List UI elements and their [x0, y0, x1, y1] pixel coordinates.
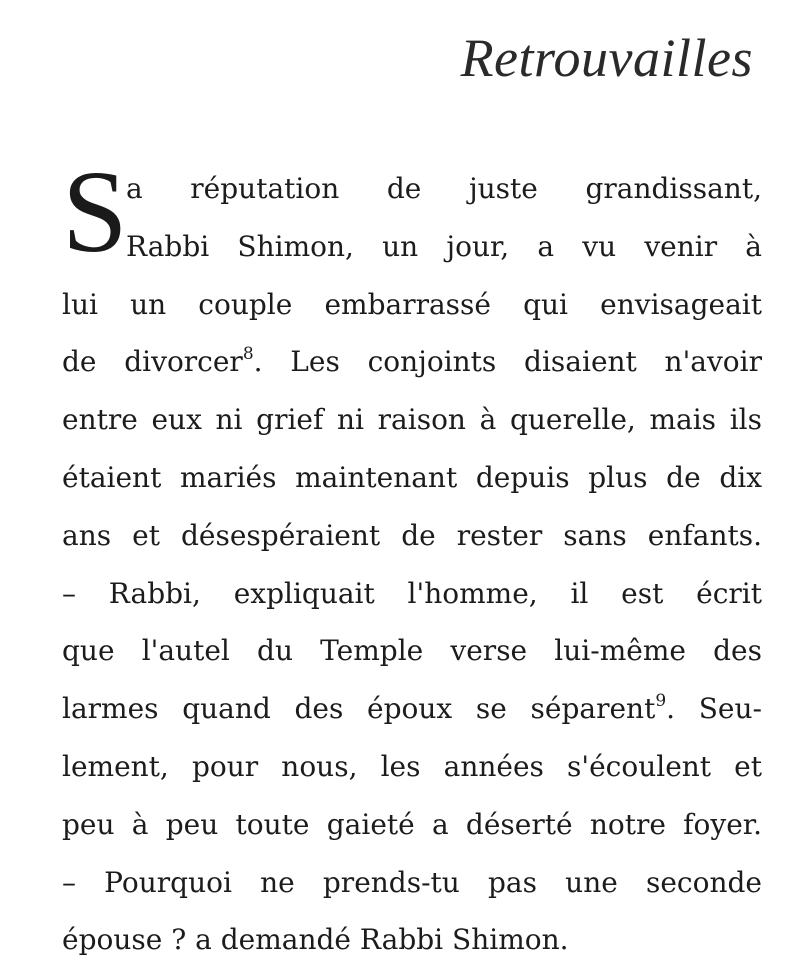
text-line-4-start: de divorcer: [62, 345, 243, 379]
text-line-8: – Rabbi, expliquait l'homme, il est écrit: [62, 576, 762, 610]
footnote-ref-8: 8: [242, 344, 254, 365]
text-line-9: que l'autel du Temple verse lui-même des: [62, 634, 762, 668]
body-text: [62, 146, 762, 969]
drop-cap: S: [62, 146, 128, 277]
text-line-1: a réputation de juste grandissant,: [126, 172, 762, 205]
text-line-5: entre eux ni grief ni raison à querelle, mais ils: [62, 403, 762, 437]
text-line-11: lement, pour nous, les années s'écoulent et: [62, 749, 762, 783]
text-line-10-start: larmes quand des époux se séparent: [62, 692, 656, 726]
text-line-14: épouse ? a demandé Rabbi Shimon.: [62, 923, 569, 957]
text-line-6: étaient mariés maintenant depuis plus de dix: [62, 460, 762, 494]
text-line-4-end: . Les conjoints disaient n'avoir: [253, 345, 762, 379]
text-line-13: – Pourquoi ne prends-tu pas une seconde: [62, 865, 762, 899]
text-line-12: peu à peu toute gaieté a déserté notre foyer.: [62, 807, 762, 841]
text-line-2: Rabbi Shimon, un jour, a vu venir à: [126, 229, 762, 263]
chapter-title: Retrouvailles: [460, 28, 753, 88]
text-line-10-end: . Seu-: [666, 692, 762, 726]
text-line-10: [62, 680, 762, 738]
text-line-3: lui un couple embarrassé qui envisageait: [62, 287, 762, 321]
text-line-4: [62, 333, 762, 391]
footnote-ref-9: 9: [655, 690, 667, 711]
text-line-7: ans et désespéraient de rester sans enfants.: [62, 518, 762, 552]
